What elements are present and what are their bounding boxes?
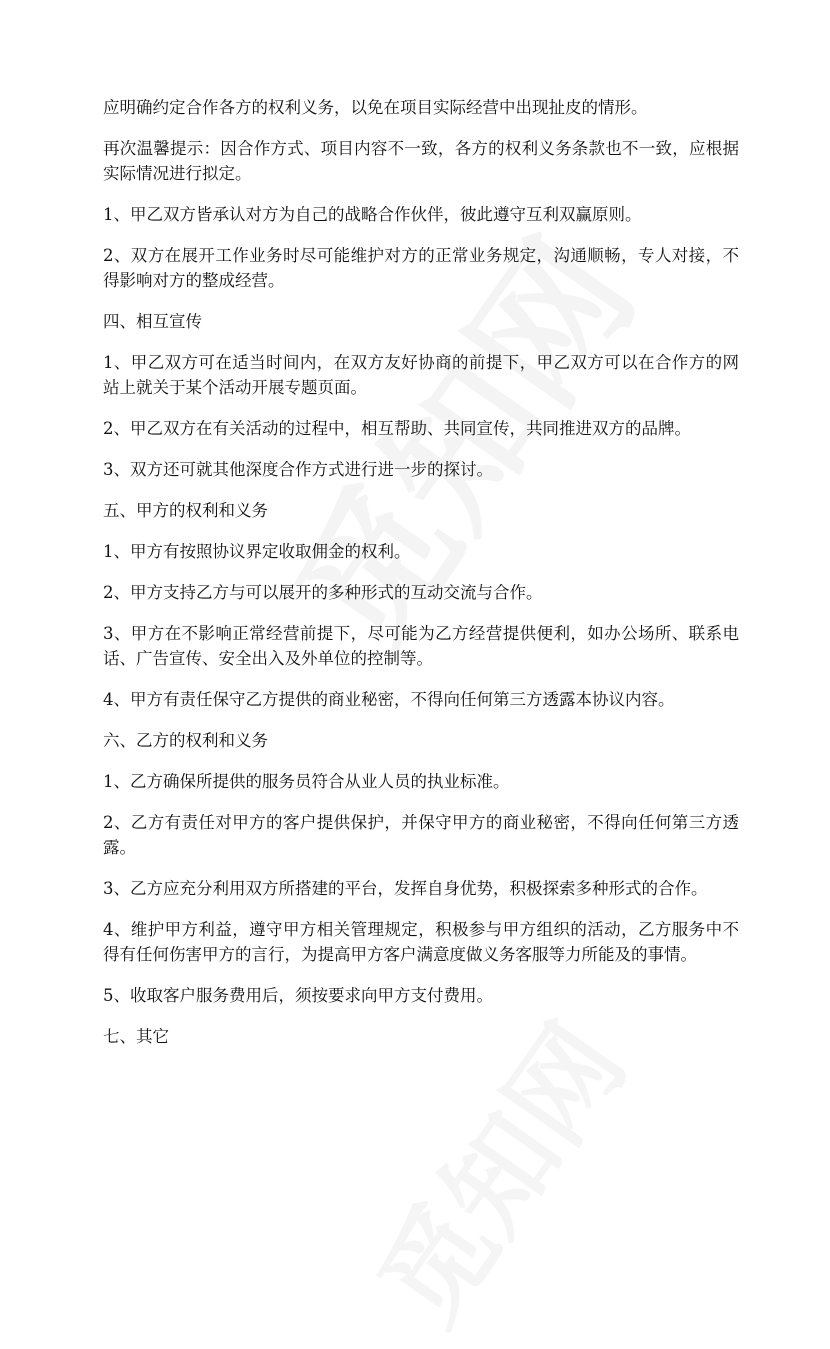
paragraph: 2、双方在展开工作业务时尽可能维护对方的正常业务规定，沟通顺畅，专人对接，不得影响对方的整成经营。 <box>103 246 739 290</box>
section-heading: 四、相互宣传 <box>103 312 202 331</box>
paragraph: 1、甲乙双方皆承认对方为自己的战略合作伙伴，彼此遵守互利双赢原则。 <box>103 205 642 224</box>
paragraph: 3、乙方应充分利用双方所搭建的平台，发挥自身优势，积极探索多种形式的合作。 <box>103 879 708 898</box>
paragraph: 2、甲乙双方在有关活动的过程中，相互帮助、共同宣传，共同推进双方的品牌。 <box>103 419 691 438</box>
document-body <box>103 95 739 1065</box>
section-heading: 五、甲方的权利和义务 <box>103 501 268 520</box>
section-heading: 六、乙方的权利和义务 <box>103 731 268 750</box>
paragraph: 1、乙方确保所提供的服务员符合从业人员的执业标准。 <box>103 772 510 791</box>
paragraph: 再次温馨提示：因合作方式、项目内容不一致，各方的权利义务条款也不一致，应根据实际情况进行拟定。 <box>103 139 739 183</box>
paragraph: 1、甲方有按照协议界定收取佣金的权利。 <box>103 542 411 561</box>
paragraph: 1、甲乙双方可在适当时间内，在双方友好协商的前提下，甲乙双方可以在合作方的网站上就关于某个活动开展专题页面。 <box>103 353 739 397</box>
section-heading: 七、其它 <box>103 1027 169 1046</box>
paragraph: 4、甲方有责任保守乙方提供的商业秘密，不得向任何第三方透露本协议内容。 <box>103 690 675 709</box>
paragraph: 应明确约定合作各方的权利义务，以免在项目实际经营中出现扯皮的情形。 <box>103 98 648 117</box>
paragraph: 2、乙方有责任对甲方的客户提供保护，并保守甲方的商业秘密，不得向任何第三方透露。 <box>103 813 739 857</box>
paragraph: 4、维护甲方利益，遵守甲方相关管理规定，积极参与甲方组织的活动，乙方服务中不得有任何伤害甲方的言行，为提高甲方客户满意度做义务客服等力所能及的事情。 <box>103 920 739 964</box>
paragraph: 5、收取客户服务费用后，须按要求向甲方支付费用。 <box>103 986 493 1005</box>
paragraph: 3、双方还可就其他深度合作方式进行进一步的探讨。 <box>103 460 493 479</box>
paragraph: 2、甲方支持乙方与可以展开的多种形式的互动交流与合作。 <box>103 583 543 602</box>
paragraph: 3、甲方在不影响正常经营前提下，尽可能为乙方经营提供便利，如办公场所、联系电话、广告宣传、安全出入及外单位的控制等。 <box>103 624 739 668</box>
